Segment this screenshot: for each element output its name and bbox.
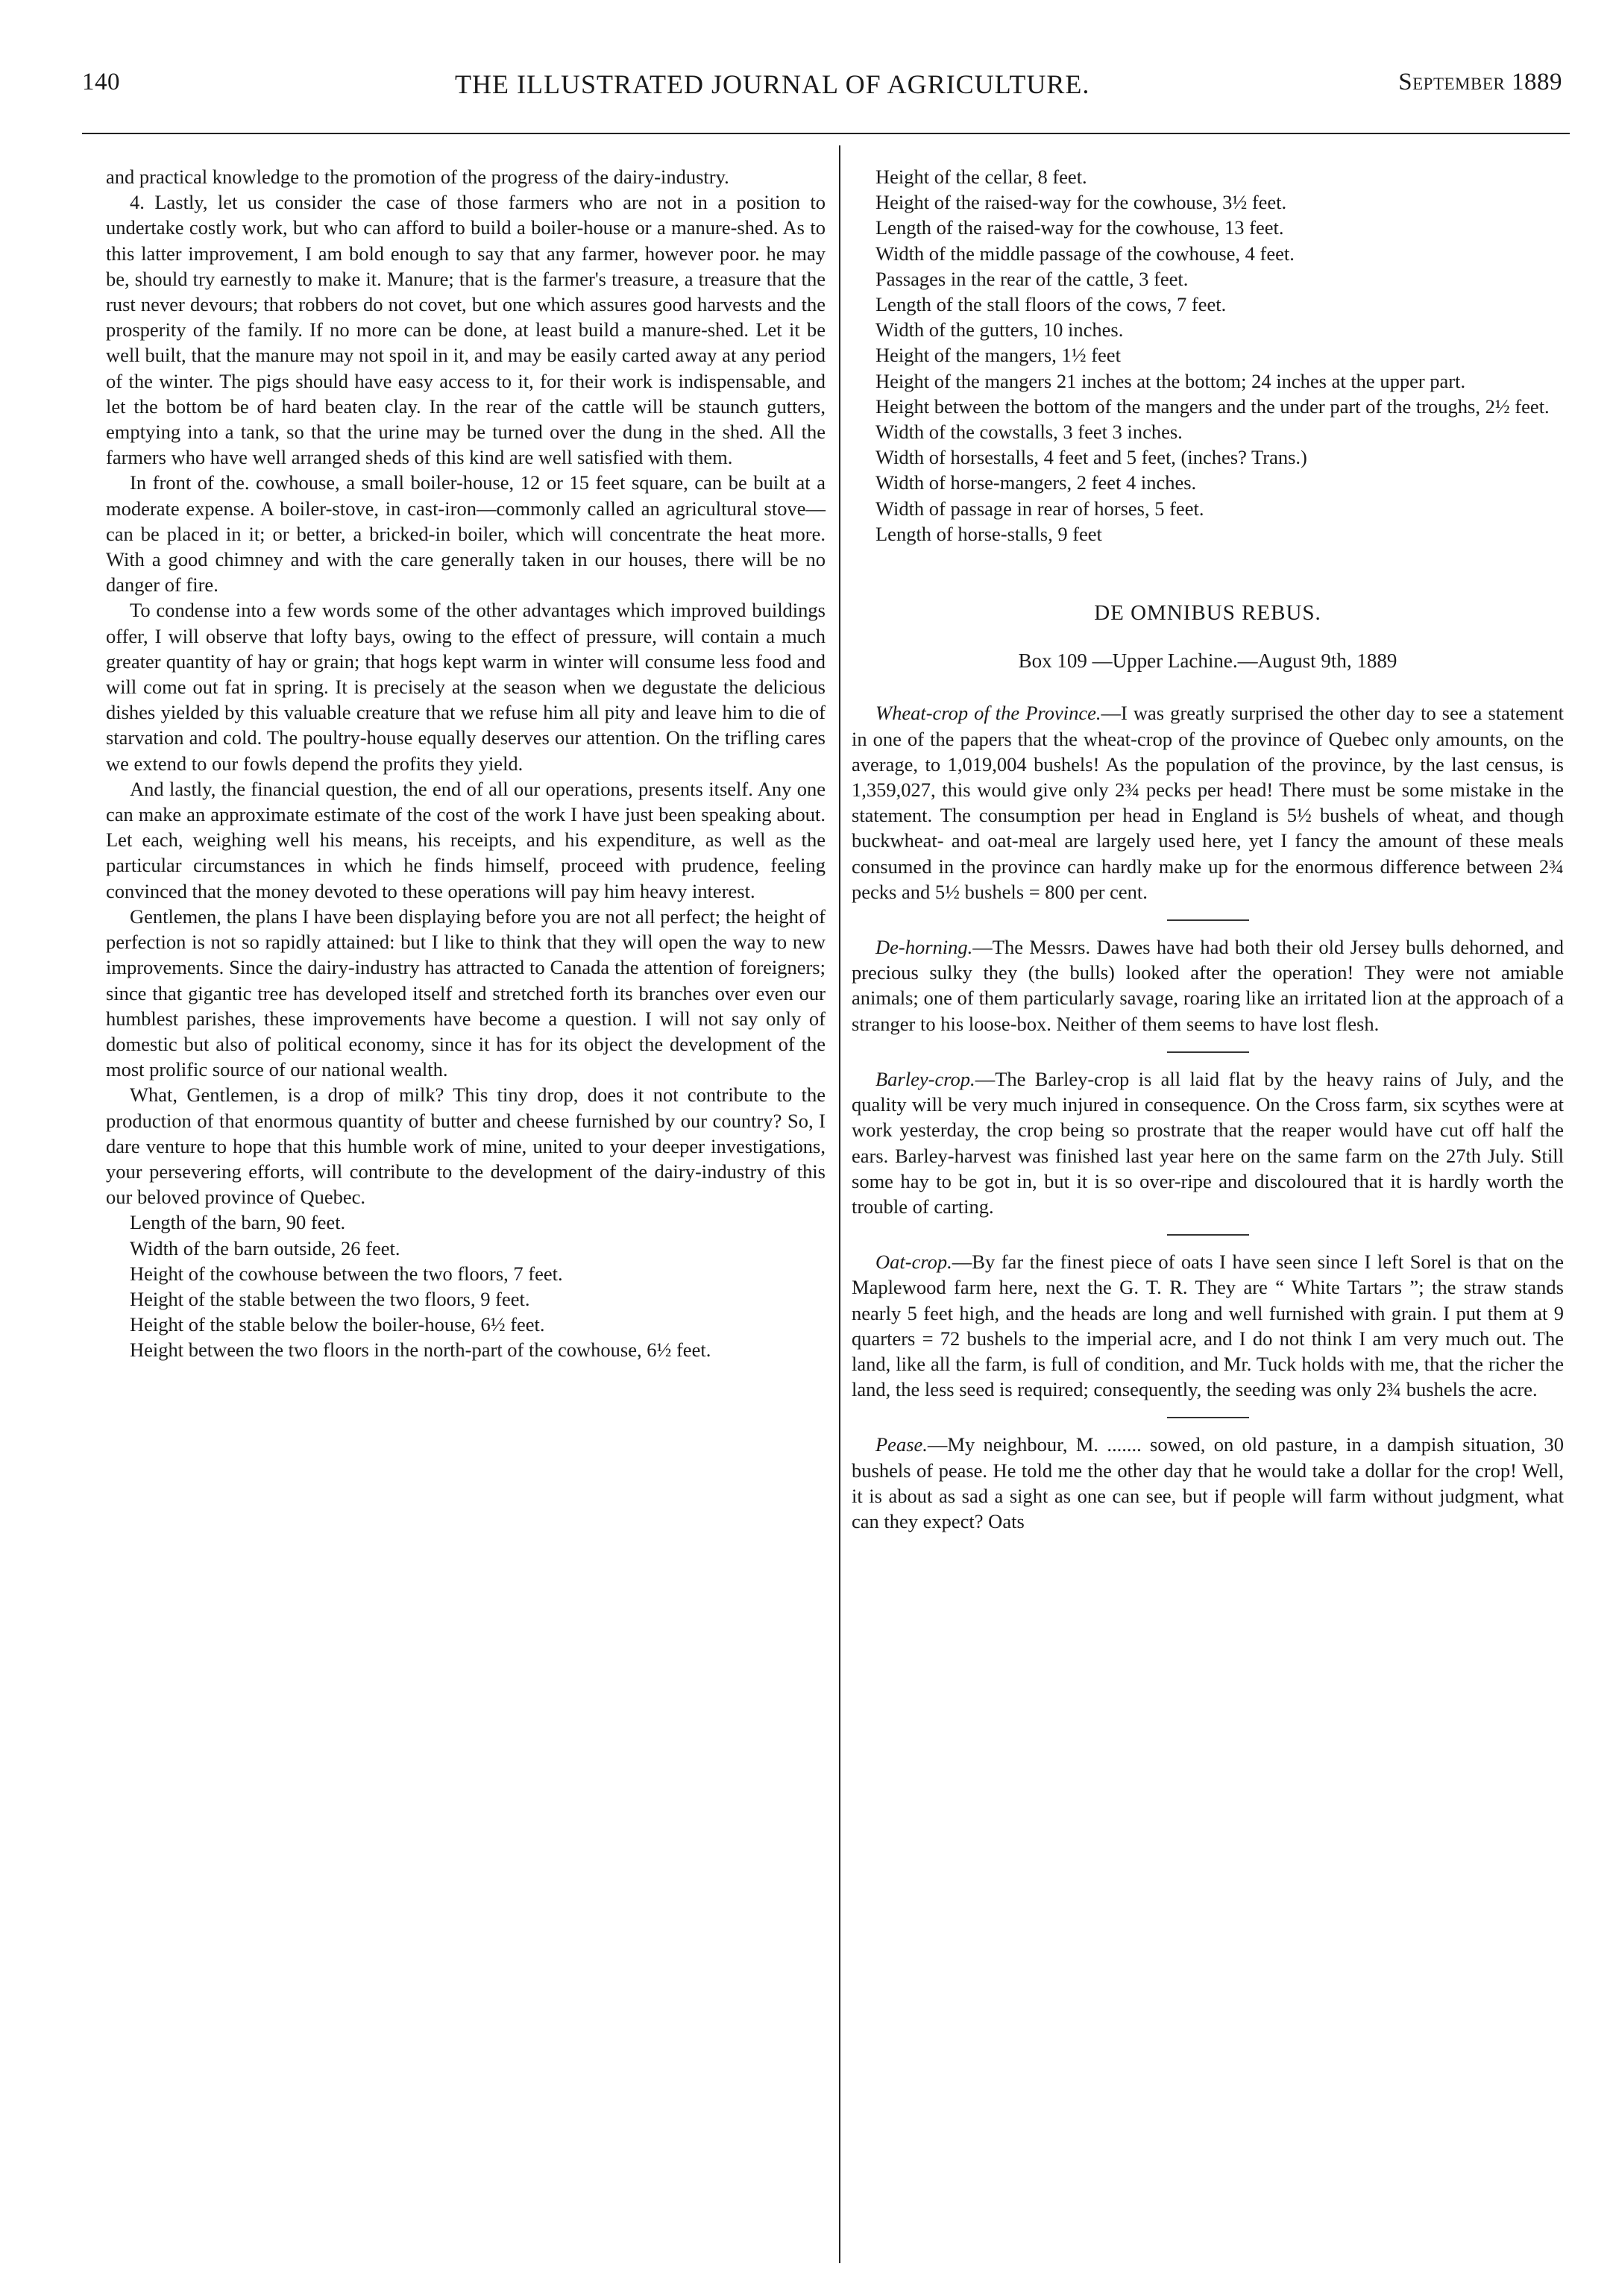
measurement-line: Width of the gutters, 10 inches. xyxy=(875,318,1124,342)
measurement-line: Height of the mangers, 1½ feet xyxy=(875,344,1121,367)
measurement-line: Height of the cowhouse between the two floors, 7 feet. xyxy=(130,1262,563,1285)
article-text: —I was greatly surprised the other day to see a statement in one of the papers that the wheat-crop of the province of Quebec only amounts, on the average, to 1,019,004 bushels! As the population of the province, by the last census, is 1,359,027, this would give only 2¾ pecks per head! There must be some mistake in the statement. The consumption per head in England is 5½ bushels of wheat, and though buckwheat- and oat-meal are largely used here, yet I fancy the amount of these meals consumed in the province can hardly make up for the enormous difference between 2¾ pecks and 5½ bushels = 800 per cent. xyxy=(852,702,1564,903)
article-wheat-crop xyxy=(852,700,1564,905)
paragraph: In front of the. cowhouse, a small boiler-house, 12 or 15 feet square, can be built at a moderate expense. A boiler-stove, in cast-iron—commonly called an agricultural stove—can be placed in it; or better, a bricked-in boiler, which will concentrate the heat more. With a good chimney and with the care generally taken in our houses, there will be no danger of fire. xyxy=(106,471,826,597)
article-separator xyxy=(1167,1051,1249,1053)
article-lead: Wheat-crop of the Province. xyxy=(875,702,1101,725)
article-lead: Oat-crop. xyxy=(875,1251,952,1274)
section-title: DE OMNIBUS REBUS. xyxy=(1094,601,1321,626)
measurement-line: Height of the raised-way for the cowhouse, 3½ feet. xyxy=(875,191,1287,214)
measurement-line: Length of the raised-way for the cowhouse, 13 feet. xyxy=(875,216,1284,239)
measurement-line: Width of the middle passage of the cowhouse, 4 feet. xyxy=(875,242,1295,265)
article-separator xyxy=(1167,1234,1249,1236)
measurement-line: Width of horsestalls, 4 feet and 5 feet, (inches? Trans.) xyxy=(875,446,1307,469)
paragraph: What, Gentlemen, is a drop of milk? This tiny drop, does it not contribute to the production of that enormous quantity of butter and cheese furnished by our country? So, I dare venture to hope that this humble work of mine, united to your deeper investigations, your persevering efforts, will contribute to the development of the dairy-industry of this our beloved province of Quebec. xyxy=(106,1083,826,1209)
article-separator xyxy=(1167,919,1249,921)
article-separator xyxy=(1167,1417,1249,1418)
paragraph: 4. Lastly, let us consider the case of those farmers who are not in a position to undertake costly work, but who can afford to build a boiler-house or a manure-shed. As to this latter improvement, I am bold enough to say that any farmer, however poor. he may be, should try earnestly to make it. Manure; that is the farmer's treasure, a treasure that the rust never devours; that robbers do not covet, but one which assures good harvests and the prosperity of the family. If no more can be done, at least build a manure-shed. Let it be well built, that the manure may not spoil in it, and may be easily carted away at any period of the winter. The pigs should have easy access to it, for their work is indispensable, and let the bottom be of hard beaten clay. In the rear of the cattle will be staunch gutters, emptying into a tank, so that the urine may be turned over the dung in the shed. All the farmers who have well arranged sheds of this kind are well satisfied with them. xyxy=(106,191,826,469)
article-text: —My neighbour, M. ....... sowed, on old pasture, in a dampish situation, 30 bushels of pease. He told me the other day that he would take a dollar for the crop! Well, it is about as sad a sight as one can see, but if people will farm without judgment, what can they expect? Oats xyxy=(852,1433,1564,1532)
article-oat-crop xyxy=(852,1249,1564,1402)
paragraph: And lastly, the financial question, the end of all our operations, presents itself. Any one can make an approximate estimate of the cost of the work I have just been speaking about. Let each, weighing well his means, his receipts, and his expenditure, as well as the particular circumstances in which he finds himself, proceed with prudence, feeling convinced that the money devoted to these operations will pay him heavy interest. xyxy=(106,777,826,902)
paragraph: and practical knowledge to the promotion of the progress of the dairy-industry. xyxy=(106,166,729,188)
column-divider xyxy=(839,145,840,2263)
article-barley-crop xyxy=(852,1066,1564,1219)
right-column xyxy=(852,164,1564,1534)
measurement-line: Width of horse-mangers, 2 feet 4 inches. xyxy=(875,471,1197,494)
article-lead: Barley-crop. xyxy=(875,1067,975,1090)
page-number: 140 xyxy=(82,69,120,95)
article-lead: Pease. xyxy=(875,1433,928,1456)
measurement-line: Length of the stall floors of the cows, 7 feet. xyxy=(875,293,1227,316)
measurement-line: Height of the mangers 21 inches at the bottom; 24 inches at the upper part. xyxy=(875,369,1466,392)
dateline: Box 109 —Upper Lachine.—August 9th, 1889 xyxy=(1018,650,1397,673)
issue-date: September 1889 xyxy=(1398,69,1562,95)
article-dehorning xyxy=(852,934,1564,1037)
paragraph: Gentlemen, the plans I have been displaying before you are not all perfect; the height of perfection is not so rapidly attained: but I like to think that they will open the way to new improvements. Since the dairy-industry has attracted to Canada the attention of foreigners; since that gigantic tree has developed itself and stretched forth its branches over even our humblest parishes, these improvements have become a question. I will not say only of domestic but also of political economy, since it has for its object the development of the most prolific source of our national wealth. xyxy=(106,905,826,1081)
measurement-line: Width of the cowstalls, 3 feet 3 inches. xyxy=(875,421,1183,444)
measurement-line: Length of the barn, 90 feet. xyxy=(130,1211,346,1234)
article-text: —The Messrs. Dawes have had both their old Jersey bulls dehorned, and precious sulky they (the bulls) looked after the operation! They were not amiable animals; one of them particularly savage, roaring like an irritated lion at the approach of a stranger to his loose-box. Neither of them seems to have lost flesh. xyxy=(852,936,1564,1035)
measurement-line: Passages in the rear of the cattle, 3 feet. xyxy=(875,267,1189,290)
page-header xyxy=(82,69,1562,113)
article-lead: De-horning. xyxy=(875,936,973,959)
measurement-line: Width of the barn outside, 26 feet. xyxy=(130,1236,400,1259)
measurement-line: Height of the stable between the two floors, 9 feet. xyxy=(130,1287,530,1310)
measurement-line: Length of horse-stalls, 9 feet xyxy=(875,522,1102,545)
measurement-line: Height between the two floors in the north-part of the cowhouse, 6½ feet. xyxy=(130,1339,711,1362)
measurement-line: Height of the cellar, 8 feet. xyxy=(875,166,1087,188)
measurement-line: Height between the bottom of the mangers and the under part of the troughs, 2½ feet. xyxy=(875,394,1550,418)
measurement-line: Width of passage in rear of horses, 5 feet. xyxy=(875,497,1204,520)
header-rule xyxy=(82,133,1570,134)
article-text: —By far the finest piece of oats I have seen since I left Sorel is that on the Maplewood farm here, next the G. T. R. They are “ White Tartars ”; the straw stands nearly 5 feet high, and the heads are long and well furnished with grain. I put them at 9 quarters = 72 bushels to the imperial acre, and I do not think I am very much out. The land, like all the farm, is full of condition, and Mr. Tuck holds with me, that the richer the land, the less seed is required; consequently, the seeding was only 2¾ bushels the acre. xyxy=(852,1251,1564,1401)
article-text: —The Barley-crop is all laid flat by the heavy rains of July, and the quality will be very much injured in consequence. On the Cross farm, six scythes were at work yesterday, the crop being so prostrate that the reaper would have cut off half the ears. Barley-harvest was finished last year here on the same farm on the 27th July. Still some hay to be got in, but it is so over-ripe and discoloured that it is hardly worth the trouble of carting. xyxy=(852,1067,1564,1218)
left-column xyxy=(106,164,826,1363)
article-pease xyxy=(852,1432,1564,1534)
journal-title: THE ILLUSTRATED JOURNAL OF AGRICULTURE. xyxy=(455,69,1090,99)
measurement-line: Height of the stable below the boiler-house, 6½ feet. xyxy=(130,1313,545,1336)
paragraph: To condense into a few words some of the other advantages which improved buildings offer, I will observe that lofty bays, owing to the effect of pressure, will contain a much greater quantity of hay or grain; that hogs kept warm in winter will consume less food and will come out fat in spring. It is precisely at the season when we degustate the delicious dishes yielded by this valuable creature that we refuse him all pity and leave him to die of starvation and cold. The poultry-house equally deserves our attention. On the trifling cares we extend to our fowls depend the profits they yield. xyxy=(106,599,826,775)
